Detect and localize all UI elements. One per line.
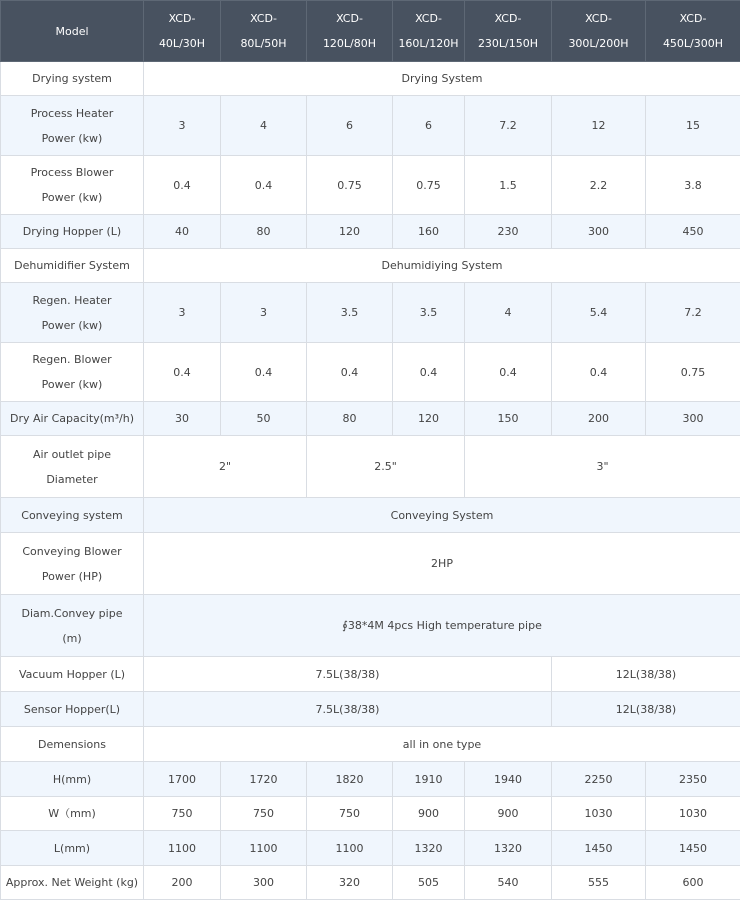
table-cell: 0.75: [646, 343, 740, 402]
table-cell: 7.5L(38/38): [144, 657, 552, 692]
table-cell: 750: [307, 797, 393, 831]
table-cell: 3: [221, 283, 307, 343]
row-label: Dry Air Capacity(m³/h): [1, 402, 144, 436]
row-label: [1, 156, 144, 215]
row-label: W（mm): [1, 797, 144, 831]
row-label: [1, 283, 144, 343]
table-cell: 3": [465, 436, 740, 498]
table-cell: 1100: [307, 831, 393, 866]
table-cell: 320: [307, 866, 393, 900]
table-cell: 3.5: [393, 283, 465, 343]
table-cell: 3.5: [307, 283, 393, 343]
table-cell: 0.4: [465, 343, 552, 402]
model-prefix: XCD-: [679, 12, 707, 25]
table-cell: 15: [646, 96, 740, 156]
table-row: [1, 402, 740, 436]
table-cell: 1910: [393, 762, 465, 797]
model-code: 160L/120H: [398, 37, 459, 50]
row-label: [1, 343, 144, 402]
table-cell: 0.4: [307, 343, 393, 402]
table-cell: 750: [144, 797, 221, 831]
row-label-line: Power (HP): [41, 569, 103, 583]
table-row: [1, 498, 740, 533]
table-cell: 50: [221, 402, 307, 436]
model-header: Model: [1, 1, 144, 62]
table-cell: 1820: [307, 762, 393, 797]
row-label-line: Conveying Blower: [22, 544, 122, 558]
row-label: Vacuum Hopper (L): [1, 657, 144, 692]
table-cell: 1700: [144, 762, 221, 797]
table-cell: 1320: [465, 831, 552, 866]
table-cell: 6: [393, 96, 465, 156]
table-cell: 2350: [646, 762, 740, 797]
row-label-line: Process Heater: [30, 106, 114, 120]
row-label: [1, 96, 144, 156]
table-cell: 6: [307, 96, 393, 156]
model-header-cell: [307, 1, 393, 62]
model-header-cell: [646, 1, 740, 62]
table-row: [1, 96, 740, 156]
table-cell: 1030: [646, 797, 740, 831]
row-label: Demensions: [1, 727, 144, 762]
table-row: [1, 831, 740, 866]
table-row: [1, 436, 740, 498]
table-cell: 200: [144, 866, 221, 900]
row-label: Drying system: [1, 62, 144, 96]
table-cell: 2250: [552, 762, 646, 797]
table-cell: 1720: [221, 762, 307, 797]
model-header-cell: [552, 1, 646, 62]
row-label-line: Diam.Convey pipe: [21, 606, 123, 620]
table-cell: 0.4: [221, 156, 307, 215]
table-cell: 0.4: [144, 156, 221, 215]
table-cell: 12L(38/38): [552, 692, 740, 727]
table-cell: 3: [144, 96, 221, 156]
row-label-line: Diameter: [46, 472, 98, 486]
table-row: [1, 62, 740, 96]
model-code: 300L/200H: [568, 37, 629, 50]
table-cell: 30: [144, 402, 221, 436]
model-header-cell: [465, 1, 552, 62]
table-cell: 2.5": [307, 436, 465, 498]
table-cell: 1.5: [465, 156, 552, 215]
table-cell: 300: [221, 866, 307, 900]
table-cell: 1450: [646, 831, 740, 866]
section-value: Drying System: [144, 62, 740, 96]
table-cell: 450: [646, 215, 740, 249]
row-label-line: Regen. Blower: [32, 353, 112, 366]
row-label-line: Air outlet pipe: [32, 447, 112, 461]
row-label-line: Power (kw): [41, 131, 103, 145]
row-label-line: Power (kw): [41, 191, 103, 204]
model-code: 230L/150H: [477, 37, 539, 50]
row-label: Sensor Hopper(L): [1, 692, 144, 727]
row-label-line: Power (kw): [41, 318, 103, 332]
table-row: [1, 156, 740, 215]
row-label-line: Power (kw): [41, 378, 103, 391]
table-cell: 12: [552, 96, 646, 156]
section-value: Dehumidiying System: [144, 249, 740, 283]
section-value: Conveying System: [144, 498, 740, 533]
table-cell: 0.4: [393, 343, 465, 402]
table-cell: 750: [221, 797, 307, 831]
table-cell: 3: [144, 283, 221, 343]
table-cell: 120: [307, 215, 393, 249]
table-cell: 1450: [552, 831, 646, 866]
table-cell: 120: [393, 402, 465, 436]
table-cell: 12L(38/38): [552, 657, 740, 692]
table-cell: 230: [465, 215, 552, 249]
table-cell: 200: [552, 402, 646, 436]
model-prefix: XCD-: [494, 12, 522, 25]
table-row: [1, 762, 740, 797]
table-cell: 1030: [552, 797, 646, 831]
table-row: [1, 657, 740, 692]
table-cell: 505: [393, 866, 465, 900]
table-row: [1, 533, 740, 595]
table-cell: 4: [465, 283, 552, 343]
table-cell: 900: [393, 797, 465, 831]
table-row: [1, 283, 740, 343]
table-cell: 4: [221, 96, 307, 156]
table-cell: 540: [465, 866, 552, 900]
table-cell: 3.8: [646, 156, 740, 215]
table-row: [1, 797, 740, 831]
table-cell: 1100: [221, 831, 307, 866]
model-header-cell: [393, 1, 465, 62]
table-row: [1, 343, 740, 402]
row-label-line: (m): [62, 631, 82, 645]
model-code: 120L/80H: [322, 37, 377, 50]
row-label-line: Process Blower: [30, 166, 114, 179]
table-cell: 1100: [144, 831, 221, 866]
table-cell: 40: [144, 215, 221, 249]
table-cell: 2HP: [144, 533, 740, 595]
table-cell: 900: [465, 797, 552, 831]
table-row: [1, 727, 740, 762]
table-cell: ∮38*4M 4pcs High temperature pipe: [144, 595, 740, 657]
table-cell: 300: [646, 402, 740, 436]
row-label: Approx. Net Weight (kg): [1, 866, 144, 900]
table-cell: 7.2: [465, 96, 552, 156]
header-row: [1, 1, 740, 62]
table-cell: 600: [646, 866, 740, 900]
table-cell: 0.75: [393, 156, 465, 215]
section-value: all in one type: [144, 727, 740, 762]
table-cell: 0.4: [221, 343, 307, 402]
model-prefix: XCD-: [585, 12, 612, 25]
table-cell: 7.5L(38/38): [144, 692, 552, 727]
table-row: [1, 866, 740, 900]
row-label: [1, 595, 144, 657]
model-prefix: XCD-: [415, 12, 442, 25]
row-label-line: Regen. Heater: [32, 293, 112, 307]
model-prefix: XCD-: [336, 12, 363, 25]
table-cell: 0.4: [552, 343, 646, 402]
table-cell: 80: [221, 215, 307, 249]
table-row: [1, 595, 740, 657]
row-label: [1, 436, 144, 498]
table-cell: 0.4: [144, 343, 221, 402]
table-cell: 2.2: [552, 156, 646, 215]
row-label: Conveying system: [1, 498, 144, 533]
table-cell: 0.75: [307, 156, 393, 215]
table-cell: 1940: [465, 762, 552, 797]
model-prefix: XCD-: [168, 12, 196, 25]
table-cell: 2": [144, 436, 307, 498]
table-cell: 150: [465, 402, 552, 436]
table-cell: 80: [307, 402, 393, 436]
table-cell: 160: [393, 215, 465, 249]
table-cell: 1320: [393, 831, 465, 866]
table-cell: 5.4: [552, 283, 646, 343]
row-label: H(mm): [1, 762, 144, 797]
model-prefix: XCD-: [250, 12, 277, 25]
row-label: L(mm): [1, 831, 144, 866]
model-header-cell: [144, 1, 221, 62]
model-code: 450L/300H: [662, 37, 724, 50]
row-label: [1, 533, 144, 595]
table-cell: 555: [552, 866, 646, 900]
model-code: 80L/50H: [240, 37, 287, 50]
row-label: Drying Hopper (L): [1, 215, 144, 249]
table-cell: 7.2: [646, 283, 740, 343]
model-header-cell: [221, 1, 307, 62]
table-row: [1, 249, 740, 283]
table-row: [1, 215, 740, 249]
model-code: 40L/30H: [158, 37, 206, 50]
table-row: [1, 692, 740, 727]
row-label: Dehumidifier System: [1, 249, 144, 283]
table-cell: 300: [552, 215, 646, 249]
